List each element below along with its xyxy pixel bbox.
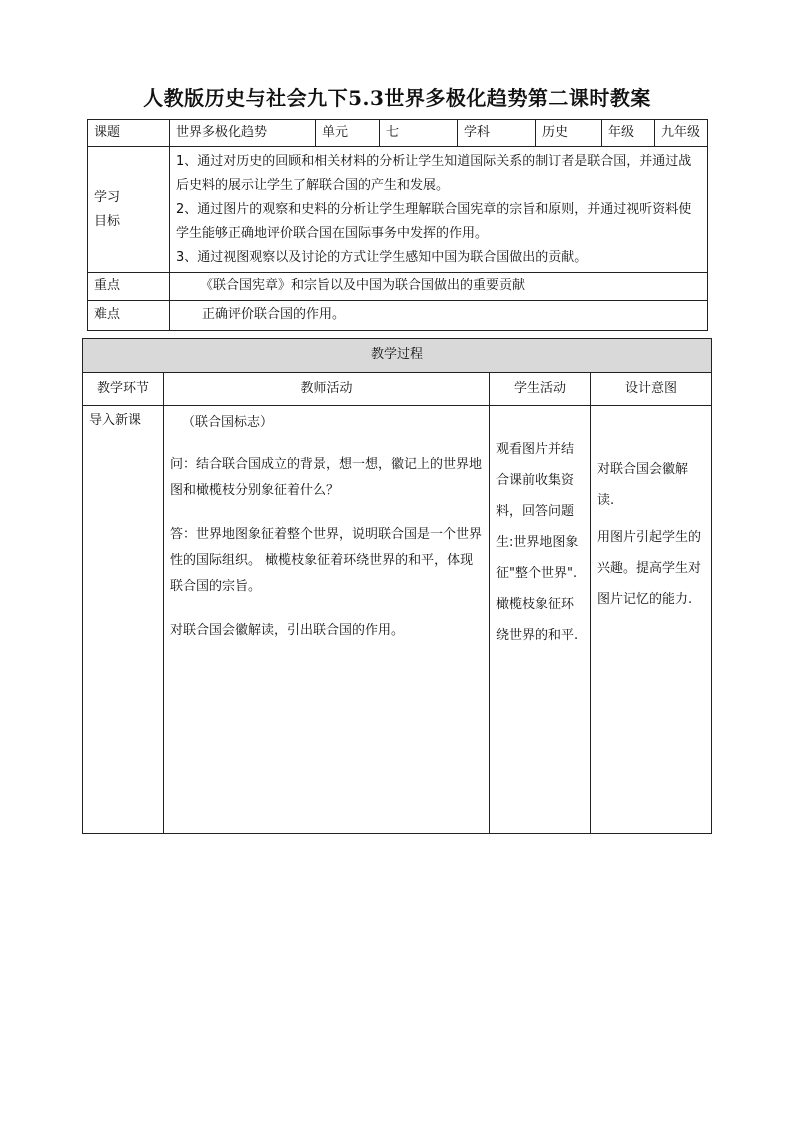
difficulty-value: 正确评价联合国的作用。 xyxy=(170,301,708,331)
column-header-student: 学生活动 xyxy=(490,373,591,406)
page-title: 人教版历史与社会九下5.3世界多极化趋势第二课时教案 xyxy=(143,86,651,110)
teaching-process-table xyxy=(82,338,712,834)
student-activity-cell xyxy=(490,406,591,834)
teacher-activity-line: 问：结合联合国成立的背景，想一想，徽记上的世界地图和橄榄枝分别象征着什么？ xyxy=(170,457,483,498)
unit-label: 单元 xyxy=(316,120,380,147)
subject-value: 历史 xyxy=(536,120,602,147)
goals-label-line-1: 学习 xyxy=(94,189,121,205)
teacher-activity-line: 答：世界地图象征着整个世界，说明联合国是一个世界性的国际组织。 橄榄枝象征着环绕世界的和平，体现联合国的宗旨。 xyxy=(170,527,483,594)
unit-value: 七 xyxy=(380,120,458,147)
topic-value: 世界多极化趋势 xyxy=(170,120,316,147)
grade-label: 年级 xyxy=(602,120,655,147)
teacher-activity-line: 对联合国会徽解读，引出联合国的作用。 xyxy=(170,623,405,638)
topic-label: 课题 xyxy=(88,120,170,147)
lesson-info-table xyxy=(87,119,708,331)
grade-value: 九年级 xyxy=(655,120,708,147)
difficulty-label: 难点 xyxy=(88,301,170,331)
goal-item: 2、通过图片的观察和史料的分析让学生理解联合国宪章的宗旨和原则，并通过视听资料使学生能够正确地评价联合国在国际事务中发挥的作用。 xyxy=(176,201,692,241)
design-intent-line: 对联合国会徽解读. xyxy=(597,462,689,508)
goal-item: 1、通过对历史的回顾和相关材料的分析让学生知道国际关系的制订者是联合国，并通过战后史料的展示让学生了解联合国的产生和发展。 xyxy=(176,153,692,193)
teacher-activity-cell xyxy=(164,406,490,834)
design-intent-line: 用图片引起学生的兴趣。提高学生对图片记忆的能力. xyxy=(597,530,702,607)
key-value: 《联合国宪章》和宗旨以及中国为联合国做出的重要贡献 xyxy=(170,273,708,301)
teacher-activity-line: （联合国标志） xyxy=(182,415,274,430)
key-label: 重点 xyxy=(88,273,170,301)
column-header-teacher: 教师活动 xyxy=(164,373,490,406)
goal-item: 3、通过视图观察以及讨论的方式让学生感知中国为联合国做出的贡献。 xyxy=(176,249,588,265)
student-activity-text: 观看图片并结合课前收集资料，回答问题生:世界地图象征"整个世界".橄榄枝象征环绕世界的和平. xyxy=(496,442,579,643)
stage-cell: 导入新课 xyxy=(83,406,164,834)
column-header-stage: 教学环节 xyxy=(83,373,164,406)
goals-label-line-2: 目标 xyxy=(94,213,121,229)
column-header-intent: 设计意图 xyxy=(591,373,712,406)
goals-content xyxy=(170,147,708,273)
goals-label xyxy=(88,147,170,273)
design-intent-cell xyxy=(591,406,712,834)
process-header: 教学过程 xyxy=(83,339,712,373)
subject-label: 学科 xyxy=(458,120,536,147)
